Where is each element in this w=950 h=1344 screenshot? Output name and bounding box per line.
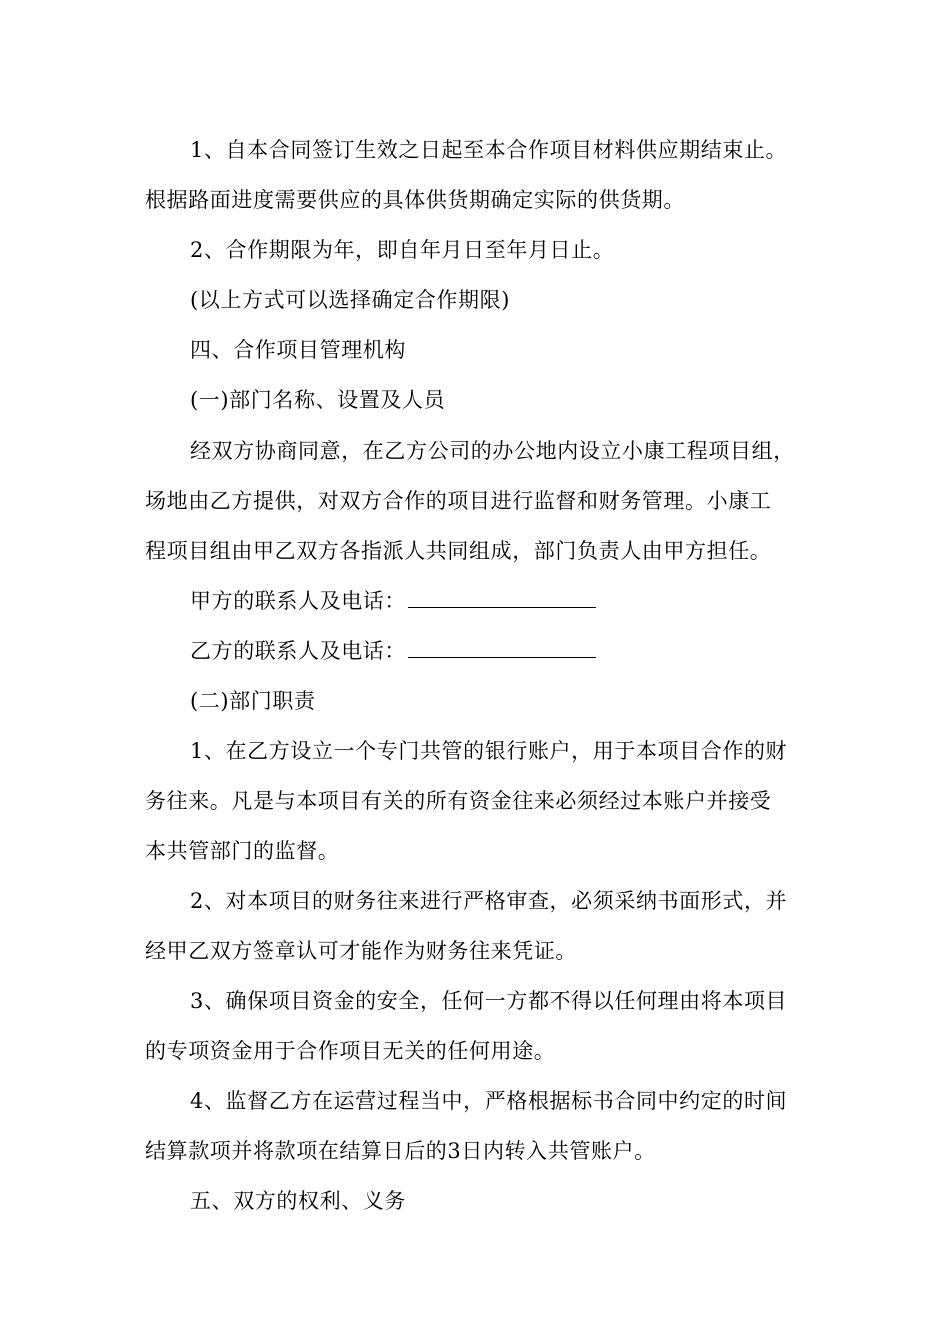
subsection-heading: (一)部门名称、设置及人员 (190, 388, 446, 412)
party-a-contact-blank (408, 587, 596, 608)
paragraph-line: 经甲乙双方签章认可才能作为财务往来凭证。 (145, 939, 577, 963)
paragraph-line: (以上方式可以选择确定合作期限) (190, 288, 510, 312)
party-b-contact-label: 乙方的联系人及电话： (190, 639, 406, 663)
party-a-contact-label: 甲方的联系人及电话： (190, 589, 406, 613)
paragraph-line: 3、确保项目资金的安全，任何一方都不得以任何理由将本项目 (190, 989, 788, 1013)
paragraph-line: 本共管部门的监督。 (145, 839, 340, 863)
paragraph-line: 程项目组由甲乙双方各指派人共同组成，部门负责人由甲方担任。 (145, 539, 772, 563)
paragraph-line: 1、在乙方设立一个专门共管的银行账户，用于本项目合作的财 (190, 739, 788, 763)
paragraph-line: 结算款项并将款项在结算日后的3日内转入共管账户。 (145, 1139, 656, 1163)
paragraph-line: 1、自本合同签订生效之日起至本合作项目材料供应期结束止。 (190, 138, 788, 162)
paragraph-line: 的专项资金用于合作项目无关的任何用途。 (145, 1039, 556, 1063)
section-heading: 四、合作项目管理机构 (190, 338, 406, 362)
section-heading: 五、双方的权利、义务 (190, 1189, 406, 1213)
paragraph-line: 4、监督乙方在运营过程当中，严格根据标书合同中约定的时间 (190, 1089, 788, 1113)
party-b-contact-row (190, 636, 860, 666)
paragraph-line: 务往来。凡是与本项目有关的所有资金往来必须经过本账户并接受 (145, 789, 772, 813)
paragraph-line: 根据路面进度需要供应的具体供货期确定实际的供货期。 (145, 188, 685, 212)
subsection-heading: (二)部门职责 (190, 689, 316, 713)
paragraph-line: 经双方协商同意，在乙方公司的办公地内设立小康工程项目组， (190, 439, 795, 463)
paragraph-line: 2、对本项目的财务往来进行严格审查，必须采纳书面形式，并 (190, 889, 788, 913)
paragraph-line: 2、合作期限为年，即自年月日至年月日止。 (190, 238, 615, 262)
party-b-contact-blank (408, 637, 596, 658)
party-a-contact-row (190, 586, 860, 616)
paragraph-line: 场地由乙方提供，对双方合作的项目进行监督和财务管理。小康工 (145, 489, 772, 513)
